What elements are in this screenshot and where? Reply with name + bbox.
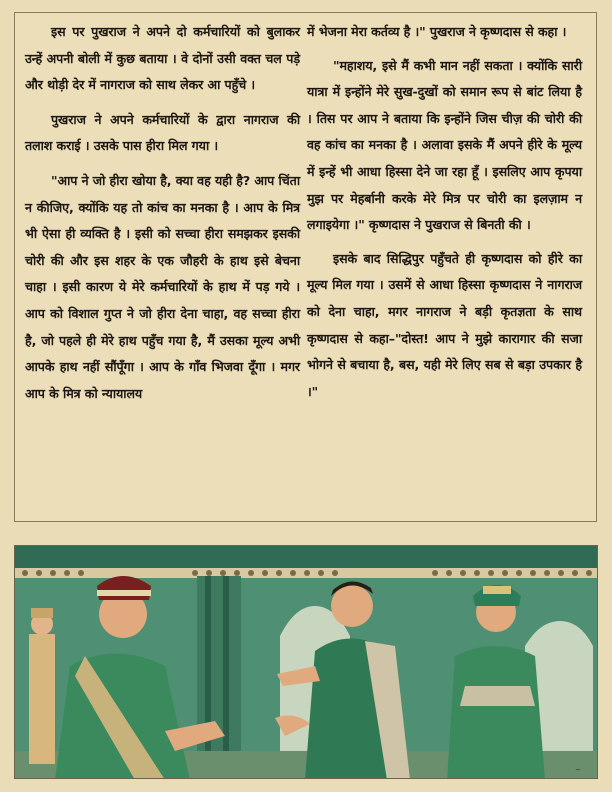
right-paragraph-2: "महाशय, इसे मैं कभी मान नहीं सकता । क्योंकि सारी यात्रा में इन्होंने मेरे सुख-दुखों को समान रूप से बांट लिया है । तिस पर आप ने बताया कि इन्होंने जिस चीज़ की चोरी की वह कांच का मनका है । अलावा इसके मैं अपने हीरे के मूल्य में इन्हें भी आधा हिस्सा देने जा रहा हूँ । इसलिए आप कृपया मुझ पर मेहर्बानी करके मेरे मित्र पर चोरी का इलज़ाम न लगाइयेगा ।" कृष्णदास ने पुखराज से बिनती की । bbox=[307, 57, 582, 233]
left-paragraph-3: "आप ने जो हीरा खोया है, क्या वह यही है? आप चिंता न कीजिए, क्योंकि यह तो कांच का मनका है । आप के मित्र भी ऐसा ही व्यक्ति है । इसी को सच्चा हीरा समझकर इसकी चोरी की और इस शहर के एक जौहरी के हाथ इसे बेचना चाहा । इसी कारण ये मेरे कर्मचारियों के हाथ में पड़ गये । आप को विशाल गुप्त ने जो हीरा देना चाहा, वह सच्चा हीरा है, जो पहले ही मेरे हाथ पहुँच गया है, मैं उसका मूल्य अभी आपके हाथ नहीं सौंपूँगा । आप के गाँव भिजवा दूँगा । मगर आप के मित्र को न्यायालय bbox=[25, 172, 300, 401]
story-illustration bbox=[14, 545, 598, 779]
pillar bbox=[197, 576, 241, 779]
left-paragraph-2: पुखराज ने अपने कर्मचारियों के द्वारा नागराज की तलाश कराई । उसके पास हीरा मिल गया । bbox=[25, 111, 300, 154]
right-paragraph-3: इसके बाद सिद्धिपुर पहुँचते ही कृष्णदास को हीरे का मूल्य मिल गया । उसमें से आधा हिस्सा कृष्णदास ने नागराज को देना चाहा, मगर नागराज ने बड़ी कृतज्ञता के साथ कृष्णदास से कहा–"दोस्त! आप ने मुझे कारागार की सजा भोगने से बचाया है, बस, यही मेरे लिए सब से बड़ा उपकार है ।" bbox=[307, 250, 582, 399]
story-text-box bbox=[14, 12, 597, 522]
illustration-svg bbox=[15, 546, 598, 779]
right-text-column bbox=[307, 19, 582, 405]
right-paragraph-1: में भेजना मेरा कर्तव्य है ।" पुखराज ने कृष्णदास से कहा । bbox=[307, 24, 567, 39]
left-text-column bbox=[25, 19, 300, 407]
artist-signature: ~ bbox=[575, 766, 581, 774]
left-paragraph-1: इस पर पुखराज ने अपने दो कर्मचारियों को बुलाकर उन्हें अपनी बोली में कुछ बताया । वे दोनों उसी वक्त चल पड़े और थोड़ी देर में नागराज को साथ लेकर आ पहुँचे । bbox=[25, 24, 300, 93]
